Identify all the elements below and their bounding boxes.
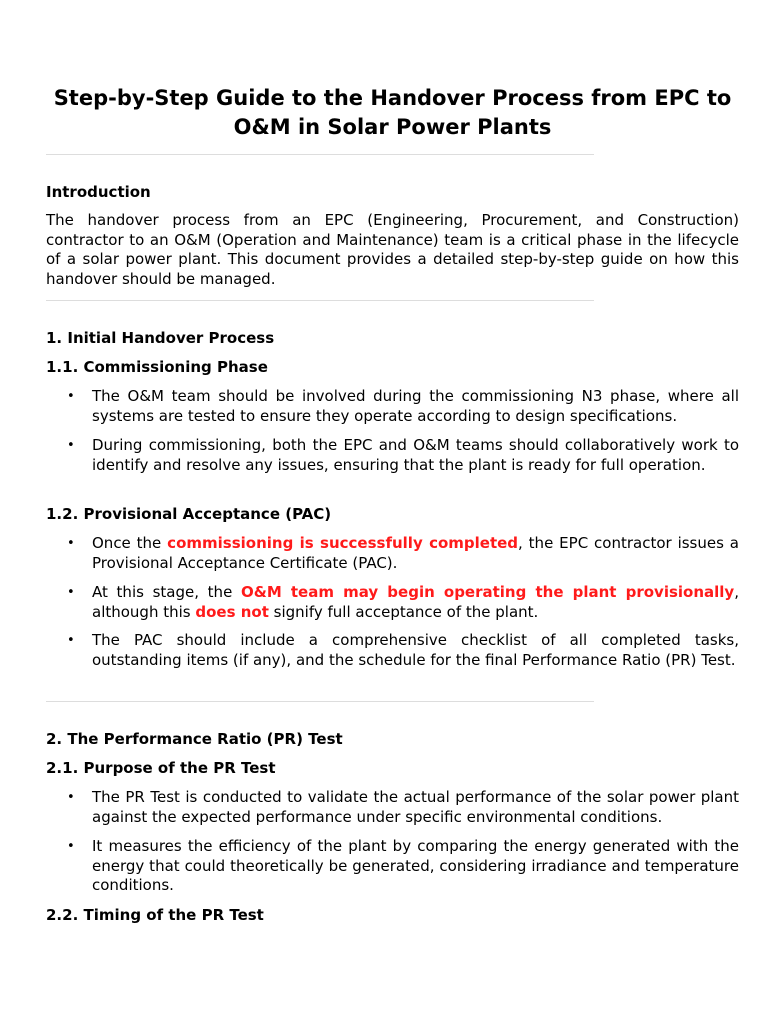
list-item [92,583,739,622]
highlight-text: O&M team may begin operating the plant provisionally [240,583,735,601]
section-2-1-heading: 2.1. Purpose of the PR Test [46,759,276,777]
divider [46,154,594,155]
list-item-text: , although this [92,583,739,621]
list-item-text: At this stage, the [92,583,241,601]
section-2-heading: 2. The Performance Ratio (PR) Test [46,730,343,748]
section-1-2-heading: 1.2. Provisional Acceptance (PAC) [46,505,332,523]
intro-paragraph: The handover process from an EPC (Engineering, Procurement, and Construction) contractor to an O&M (Operation and Maintenance) team is a critical phase in the lifecycle of a solar power plant. This document provides a detailed step-by-step guide on how this handover should be managed. [46,211,739,288]
list-item: • The PAC should include a comprehensive checklist of all completed tasks, outstanding items (if any), and the schedule for the final Performance Ratio (PR) Test. [92,631,739,670]
list-item: • It measures the efficiency of the plant by comparing the energy generated with the energy that could theoretically be generated, considering irradiance and temperature conditions. [92,837,739,896]
section-1-heading: 1. Initial Handover Process [46,329,275,347]
section-1-1-heading: 1.1. Commissioning Phase [46,358,268,376]
document-title: Step-by-Step Guide to the Handover Process from EPC to O&M in Solar Power Plants [53,86,732,139]
divider [46,701,594,702]
list-item-text: signify full acceptance of the plant. [268,602,539,621]
highlight-text: commissioning is successfully completed [167,534,519,552]
list-item: • The PR Test is conducted to validate the actual performance of the solar power plant against the expected performance under specific environmental conditions. [92,788,739,827]
list-item [92,534,739,573]
list-item: • The O&M team should be involved during the commissioning N3 phase, where all systems are tested to ensure they operate according to design specifications. [92,387,739,426]
intro-heading: Introduction [46,183,151,201]
highlight-text: does not [195,602,269,621]
list-item-text: Once the [92,534,168,552]
list-item-text: , the EPC contractor issues a Provisional Acceptance Certificate (PAC). [92,534,739,572]
list-item: • During commissioning, both the EPC and O&M teams should collaboratively work to identify and resolve any issues, ensuring that the plant is ready for full operation. [92,436,739,475]
section-2-2-heading: 2.2. Timing of the PR Test [46,906,264,924]
divider [46,300,594,301]
